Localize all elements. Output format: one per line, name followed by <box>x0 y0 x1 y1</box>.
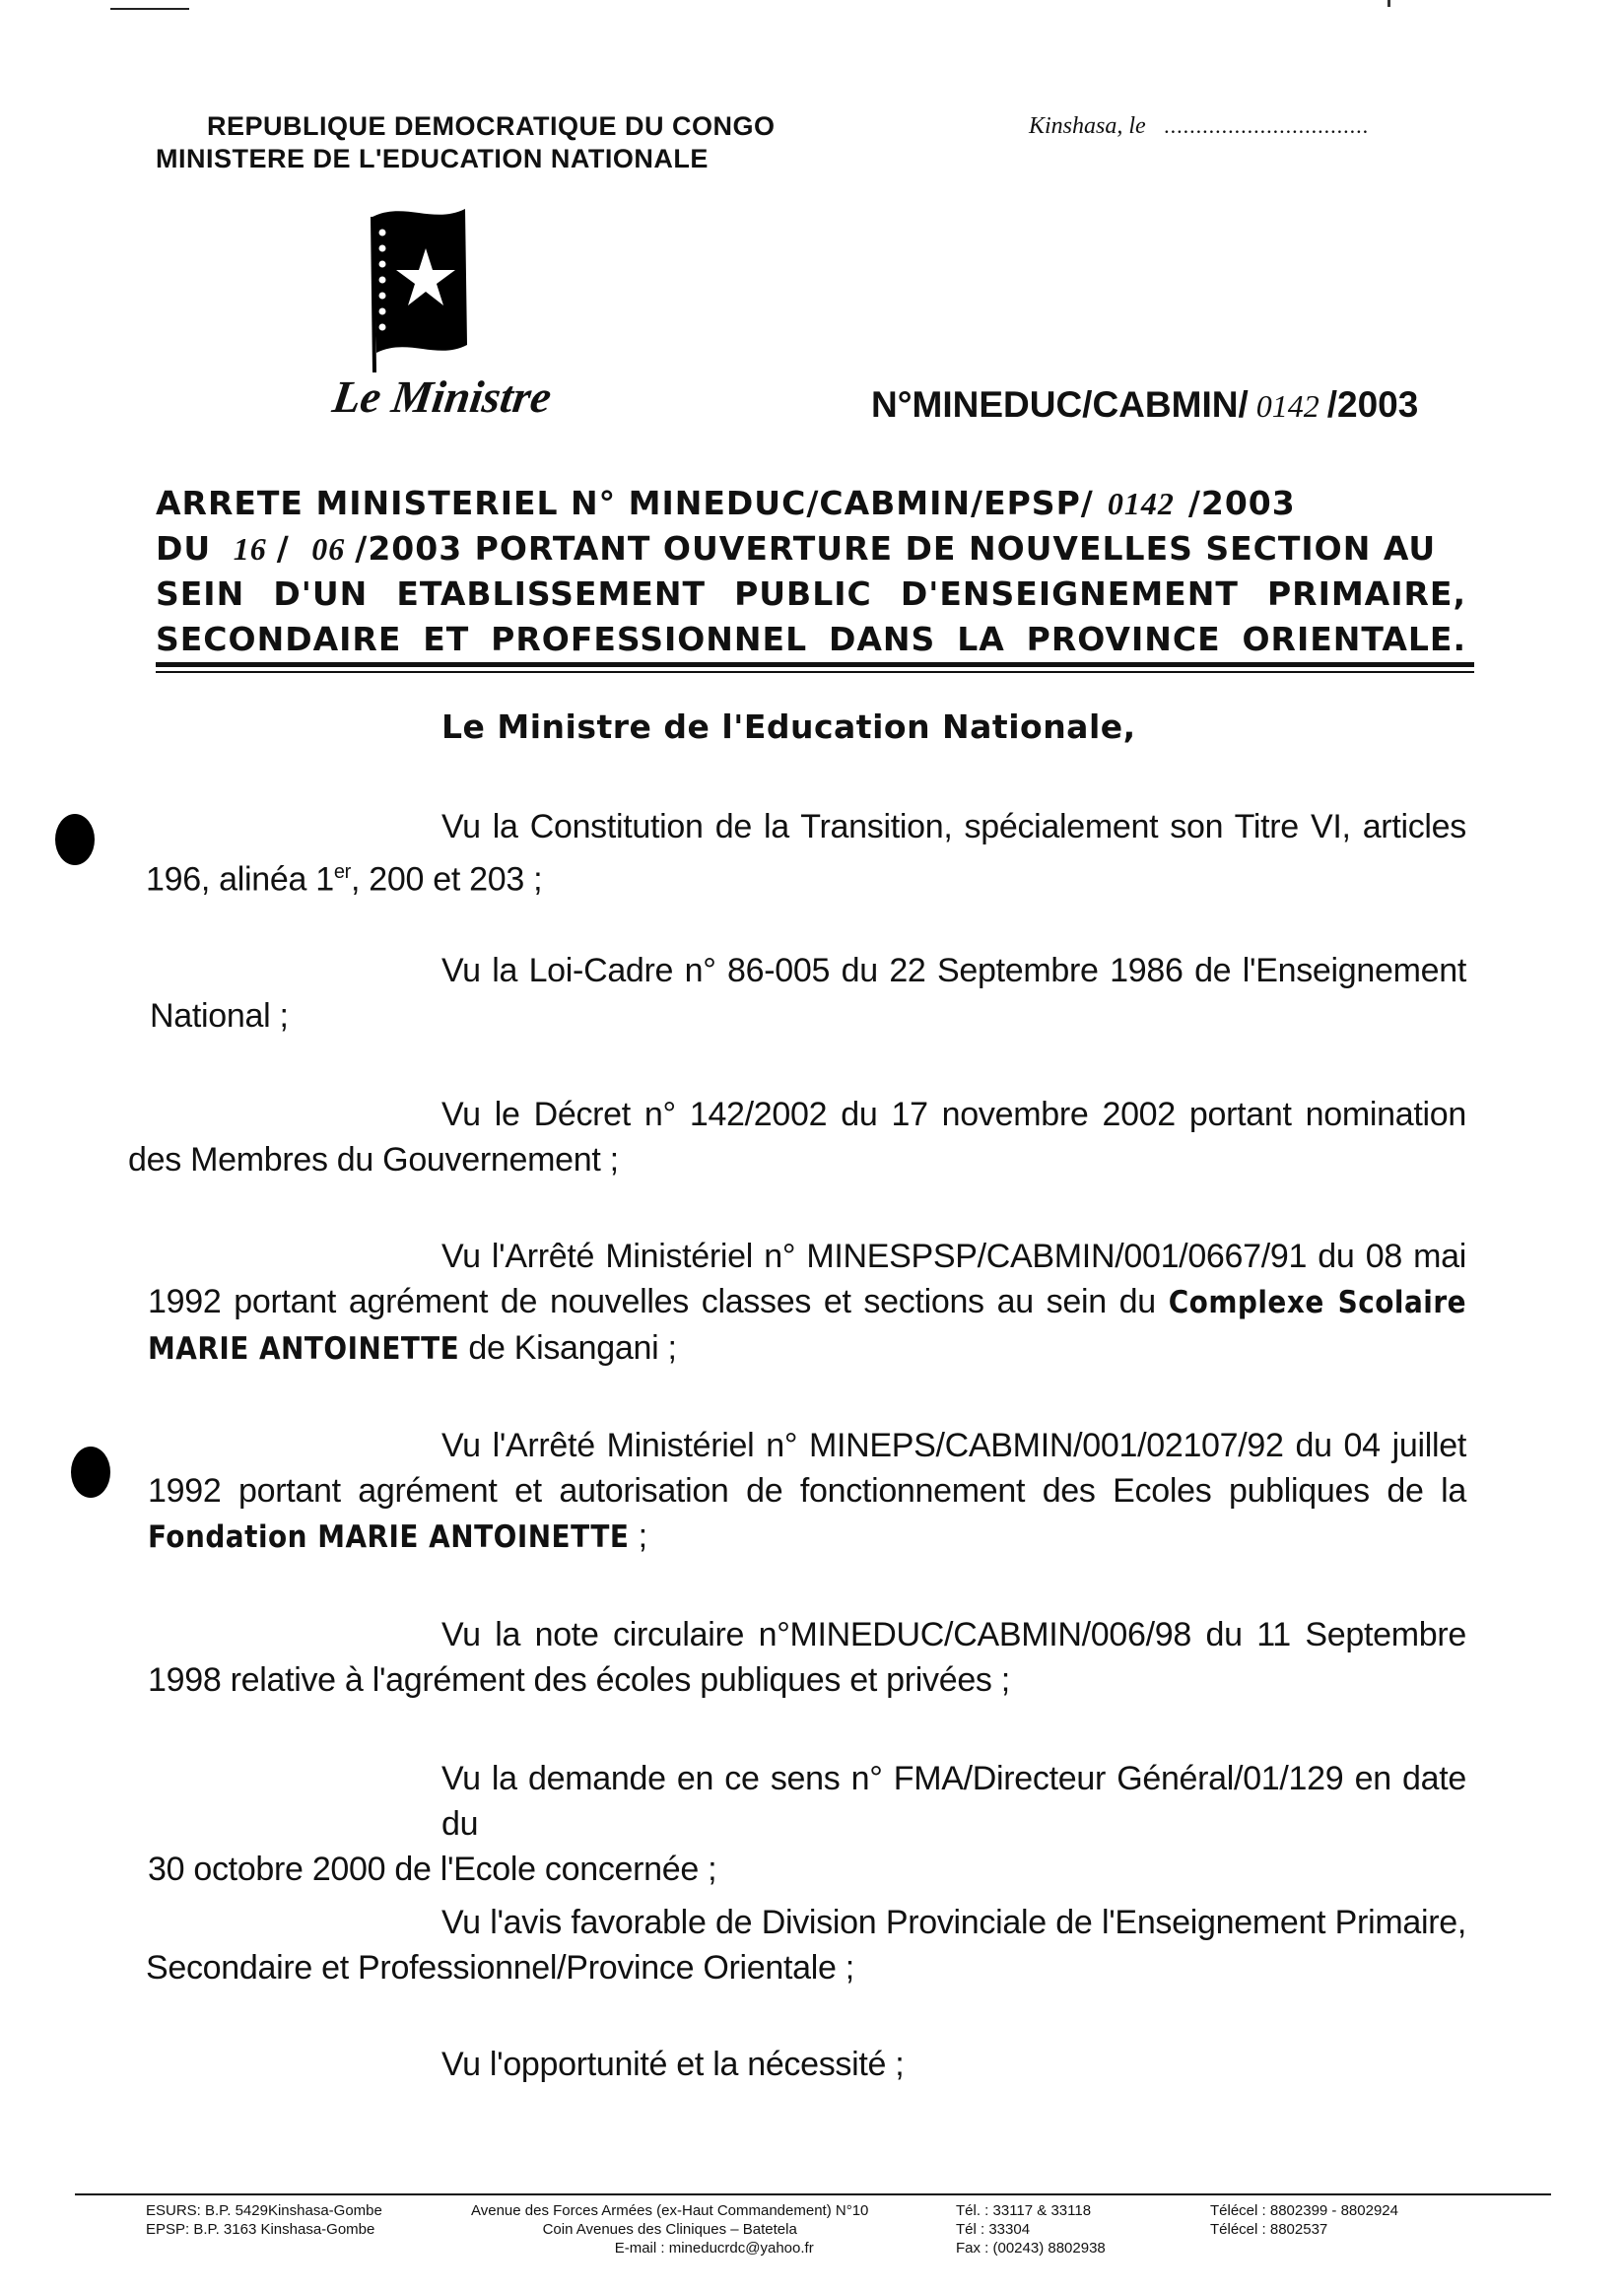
arrete-line-1 <box>156 481 1466 526</box>
arrete-line-1-text: ARRETE MINISTERIEL N° MINEDUC/CABMIN/EPSP/ <box>156 484 1094 522</box>
consideration-1 <box>146 804 1466 902</box>
footer-address-line-2: Coin Avenues des Cliniques – Batetela <box>542 2221 797 2238</box>
date-blank: ................................ <box>1164 113 1370 138</box>
footer-phone-1: Tél. : 33117 & 33118 <box>956 2202 1092 2219</box>
date-line <box>1029 113 1369 140</box>
footer-telecel-1: Télécel : 8802399 - 8802924 <box>1210 2202 1398 2219</box>
arrete-du: DU <box>156 529 212 568</box>
consideration-1-first-line: Vu la Constitution de la Transition, spécialement son Titre VI, articles <box>441 808 1466 845</box>
title-rule-thick <box>156 662 1474 667</box>
foundation-name: Fondation MARIE ANTOINETTE <box>148 1519 630 1555</box>
consideration-6 <box>148 1612 1466 1703</box>
consideration-5-rest-line-1: 1992 portant agrément et autorisation de fonctionnement des Ecoles publiques de la <box>148 1472 1466 1510</box>
arrete-line-4: SECONDAIRE ET PROFESSIONNEL DANS LA PROVINCE ORIENTALE. <box>156 620 1466 658</box>
footer-postal <box>146 2201 382 2239</box>
footer-telecel <box>1210 2201 1398 2239</box>
arrete-line-2 <box>156 526 1466 572</box>
footer-address-line-1: Avenue des Forces Armées (ex-Haut Commandement) N°10 <box>471 2202 869 2219</box>
consideration-1-rest-b: , 200 et 203 ; <box>351 860 543 899</box>
footer-postal-esurs: ESURS: B.P. 5429Kinshasa-Gombe <box>146 2202 382 2219</box>
footer-phone-2: Tél : 33304 <box>956 2221 1031 2238</box>
minister-heading: Le Ministre de l'Education Nationale, <box>441 708 1136 746</box>
consideration-5-rest-line-2 <box>148 1514 1466 1560</box>
consideration-7 <box>148 1756 1466 1892</box>
consideration-6-rest: 1998 relative à l'agrément des écoles publiques et privées ; <box>148 1661 1010 1699</box>
punch-hole-top <box>55 814 95 865</box>
title-rule-thin <box>156 671 1474 673</box>
arrete-handwritten-number: 0142 <box>1107 486 1175 521</box>
consideration-2-rest: National ; <box>150 997 289 1035</box>
consideration-1-rest-a: 196, alinéa 1 <box>146 860 334 899</box>
footer-telecel-2: Télécel : 8802537 <box>1210 2221 1328 2238</box>
reference-year: /2003 <box>1326 384 1419 425</box>
consideration-4-first-line: Vu l'Arrêté Ministériel n° MINESPSP/CABMIN/001/0667/91 du 08 mai <box>441 1238 1466 1275</box>
consideration-3 <box>128 1092 1466 1182</box>
arrete-date-separator: / <box>276 529 290 568</box>
consideration-5-rest-b: ; <box>629 1517 647 1555</box>
consideration-2-first-line: Vu la Loi-Cadre n° 86-005 du 22 Septembre 1986 de l'Enseignement <box>441 952 1466 989</box>
reference-handwritten: 0142 <box>1255 388 1320 424</box>
punch-hole-bottom <box>71 1447 110 1498</box>
consideration-4-rest-line-1 <box>148 1279 1466 1325</box>
consideration-8-first-line: Vu l'avis favorable de Division Provinciale de l'Enseignement Primaire, <box>441 1904 1466 1941</box>
flag-emblem <box>365 197 503 374</box>
footer-postal-epsp: EPSP: B.P. 3163 Kinshasa-Gombe <box>146 2221 375 2238</box>
consideration-4 <box>148 1234 1466 1372</box>
place-label: Kinshasa, le <box>1029 113 1146 139</box>
arrete-line-2-text: /2003 PORTANT OUVERTURE DE NOUVELLES SECTION AU <box>355 529 1437 568</box>
reference-prefix: N°MINEDUC/CABMIN/ <box>871 384 1249 425</box>
scan-mark-top-right <box>1387 0 1390 7</box>
reference-number <box>871 384 1418 426</box>
footer-address <box>471 2201 868 2257</box>
footer-phone <box>956 2201 1106 2257</box>
ministry-heading: MINISTERE DE L'EDUCATION NATIONALE <box>156 144 709 173</box>
arrete-title <box>156 481 1466 662</box>
scan-mark-top <box>110 8 189 10</box>
consideration-5 <box>148 1423 1466 1560</box>
consideration-8 <box>146 1900 1466 1990</box>
footer-rule <box>75 2193 1551 2195</box>
consideration-7-rest: 30 octobre 2000 de l'Ecole concernée ; <box>148 1851 717 1888</box>
republic-heading: REPUBLIQUE DEMOCRATIQUE DU CONGO <box>207 111 776 141</box>
consideration-4-rest-b: de Kisangani ; <box>459 1329 677 1367</box>
consideration-3-first-line: Vu le Décret n° 142/2002 du 17 novembre 2002 portant nomination <box>441 1096 1466 1133</box>
school-name-complexe: Complexe Scolaire <box>1168 1285 1466 1320</box>
arrete-line-3: SEIN D'UN ETABLISSEMENT PUBLIC D'ENSEIGNEMENT PRIMAIRE, <box>156 574 1466 613</box>
arrete-handwritten-day: 16 <box>233 531 267 567</box>
consideration-2 <box>146 948 1466 1039</box>
consideration-8-rest: Secondaire et Professionnel/Province Orientale ; <box>146 1949 854 1987</box>
consideration-4-rest-a: 1992 portant agrément de nouvelles classes et sections au sein du <box>148 1283 1169 1320</box>
footer-email: E-mail : mineducrdc@yahoo.fr <box>614 2240 814 2257</box>
consideration-3-rest: des Membres du Gouvernement ; <box>128 1141 619 1179</box>
consideration-1-sup: er <box>333 861 352 883</box>
consideration-7-first-line: Vu la demande en ce sens n° FMA/Directeur Général/01/129 en date du <box>441 1760 1466 1843</box>
footer-fax: Fax : (00243) 8802938 <box>956 2240 1106 2257</box>
consideration-6-first-line: Vu la note circulaire n°MINEDUC/CABMIN/006/98 du 11 Septembre <box>441 1616 1466 1653</box>
minister-signature-title: Le Ministre <box>329 371 555 422</box>
consideration-5-first-line: Vu l'Arrêté Ministériel n° MINEPS/CABMIN/001/02107/92 du 04 juillet <box>441 1427 1466 1464</box>
consideration-4-rest-line-2 <box>148 1325 1466 1372</box>
consideration-1-rest <box>146 849 1466 902</box>
arrete-line-1-year: /2003 <box>1187 484 1296 522</box>
consideration-9: Vu l'opportunité et la nécessité ; <box>441 2046 905 2083</box>
arrete-handwritten-month: 06 <box>311 531 346 567</box>
school-name-marie-antoinette: MARIE ANTOINETTE <box>148 1331 460 1367</box>
